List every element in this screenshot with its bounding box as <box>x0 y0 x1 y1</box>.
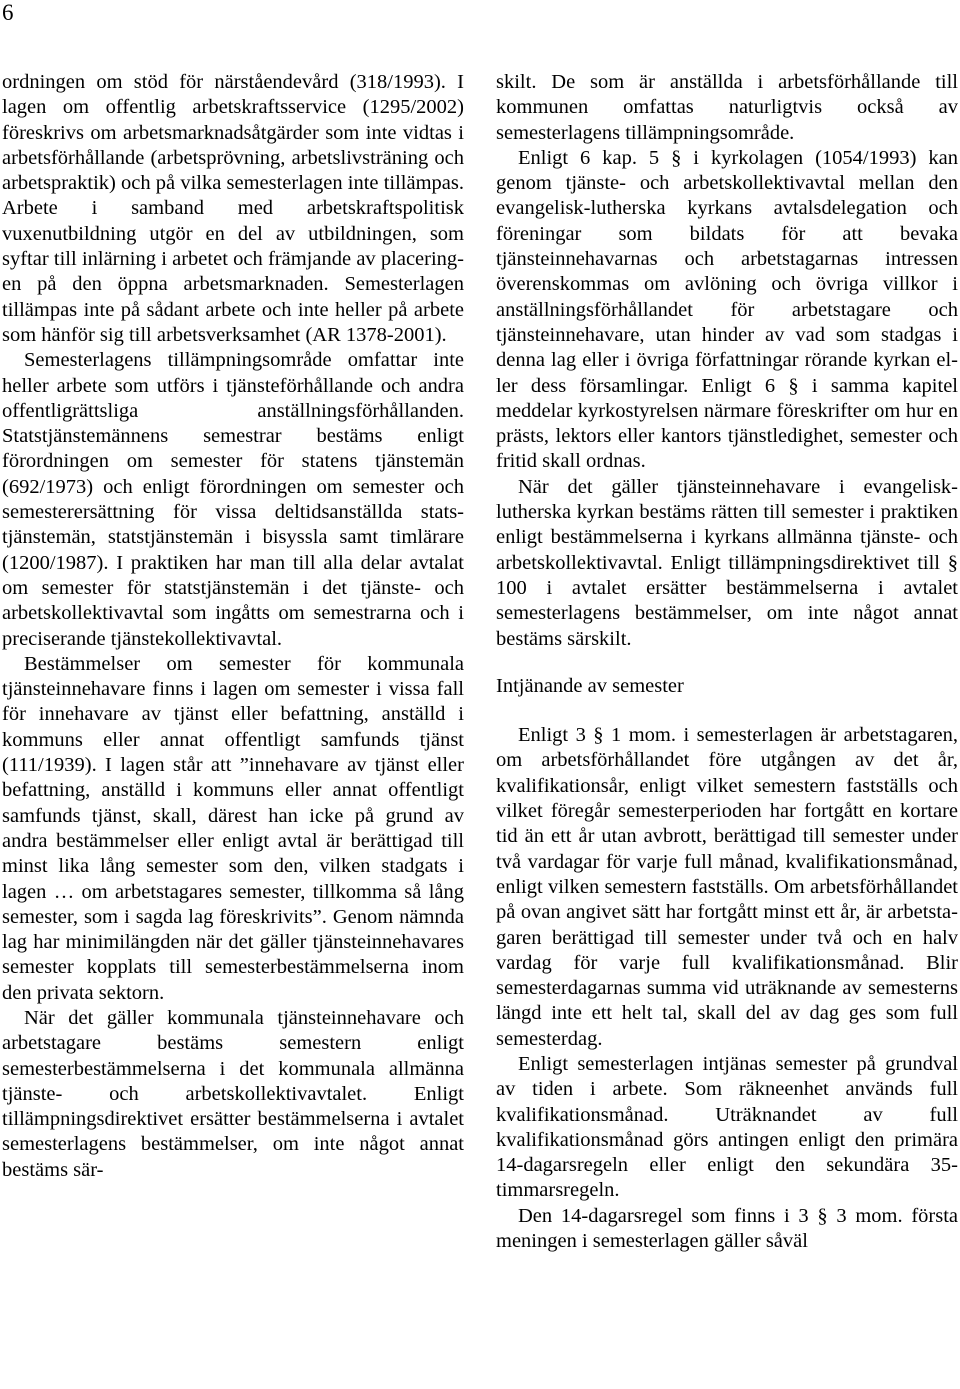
section-heading: Intjänande av semester <box>496 674 684 697</box>
page-number: 6 <box>2 0 14 25</box>
paragraph: Den 14-dagarsregel som finns i 3 § 3 mom. första meningen i semesterlagen gäller såväl <box>496 1204 958 1253</box>
paragraph: Enligt semesterlagen intjänas semester på grundval av tiden i arbete. Som räkneenhet används full kvalifikationsmånad. Uträknandet av full kvalifikationsmånad görs antingen enligt den primära 14-dagarsregeln eller enligt den sekundära 35-timmarsregeln. <box>496 1052 958 1202</box>
paragraph: När det gäller kommunala tjänsteinnehavare och arbetstagare bestäms semestern enligt semesterbestämmelserna i det kommunala allmänna tjänste- och arbetskollektivavtalet. Enligt tillämpningsdirektivet ersätter bestämmelserna i avtalet semesterlagens bestämmelser, om inte något annat bestäms sär- <box>2 1006 464 1181</box>
paragraph: ordningen om stöd för närståendevård (318/1993). I lagen om offentlig arbetskraftsservice (1295/2002) föreskrivs om arbetsmarknadsåtgärder som inte vidtas i arbetsförhållande (arbetsprövning, arbetslivsträning och arbetspraktik) och på vilka semesterlagen inte tillämpas. Arbete i samband med arbetskraftspolitisk vuxenutbildning utgör en del av utbildningen, som syftar till inlärning i arbetet och främjande av placeringen på den öppna arbetsmarknaden. Semesterlagen tillämpas inte på sådant arbete och inte heller på arbete som hänför sig till arbetsverksamhet (AR 1378-2001). <box>2 71 464 346</box>
paragraph: skilt. De som är anställda i arbetsförhållande till kommunen omfattas naturligtvis också av semesterlagens tillämpningsområde. <box>496 71 958 144</box>
paragraph: Enligt 3 § 1 mom. i semesterlagen är arbetstagaren, om arbetsförhållandet före utgången av det år, kvalifikationsår, enligt vilket semestern fastställs och vilket föregår semesterperioden har fortgått en kortare tid än ett år utan avbrott, berättigad till semester under två vardagar för varje full månad, kvalifikationsmånad, enligt vilken semestern fastställs. Om arbetsförhållandet på ovan angivet sätt har fortgått minst ett år, är arbetstagaren berättigad till semester under två och en halv vardag för varje full kvalifikationsmånad. Blir semesterdagarnas summa vid uträknande av semesterns längd inte ett helt tal, skall del av dag ges som full semesterdag. <box>496 724 958 1050</box>
paragraph: Enligt 6 kap. 5 § i kyrkolagen (1054/1993) kan genom tjänste- och arbetskollektivavtal mellan den evangelisk-lutherska kyrkans avtalsdelegation och föreningar som bildats för att bevaka tjänsteinnehavarnas och arbetstagarnas intressen överenskommas om avlöning och övriga villkor i anställningsförhållandet för arbetstagare och tjänsteinnehavare, utan hinder av vad som stadgas i denna lag eller i övriga författningar rörande kyrkan eller dess församlingar. Enligt 6 § i samma kapitel meddelar kyrkostyrelsen närmare föreskrifter om hur en prästs, lektors eller kantors tjänstledighet, semester och fritid skall ordnas. <box>496 146 958 473</box>
paragraph: Bestämmelser om semester för kommunala tjänsteinnehavare finns i lagen om semester i vissa fall för innehavare av tjänst eller befattning, anställd i kommuns eller annat offentligt samfunds tjänst (111/1939). I lagen står att ”innehavare av tjänst eller befattning, anställd i kommuns eller annat offentligt samfunds tjänst, skall, därest han icke på grund av andra bestämmelser eller enligt avtal är berättigad till minst lika lång semester som den, vilken stadgats i lagen … om arbetstagares semester, tillkomma så lång semester, som i sagda lag föreskrivits”. Genom nämnda lag har minimilängden när det gäller tjänsteinnehavares semester kopplats till semesterbestämmelserna inom den privata sektorn. <box>2 652 464 1004</box>
paragraph: Semesterlagens tillämpningsområde omfattar inte heller arbete som utförs i tjänsteförhållande och andra offentligrättsliga anställningsförhållanden. Statstjänstemännens semestrar bestäms enligt förordningen om semester för statens tjänstemän (692/1973) och enligt förordningen om semester och semesterersättning för vissa deltidsanställda statstjänstemän, statstjänstemän i bisyssla samt timlärare (1200/1987). I praktiken har man till alla delar avtalat om semester för statstjänstemän i det tjänste- och arbetskollektivavtal som ingåtts om semestrarna och i preciserande tjänstekollektivavtal. <box>2 349 464 650</box>
left-column <box>2 70 464 1183</box>
right-column <box>496 70 958 1254</box>
paragraph: När det gäller tjänsteinnehavare i evangelisk-lutherska kyrkan bestäms rätten till semester i praktiken enligt bestämmelserna i kyrkans allmänna tjänste- och arbetskollektivavtal. Enligt tillämpningsdirektivet till § 100 i avtalet ersätter bestämmelserna i avtalet semesterlagens bestämmelser, om inte något annat bestäms särskilt. <box>496 475 958 650</box>
